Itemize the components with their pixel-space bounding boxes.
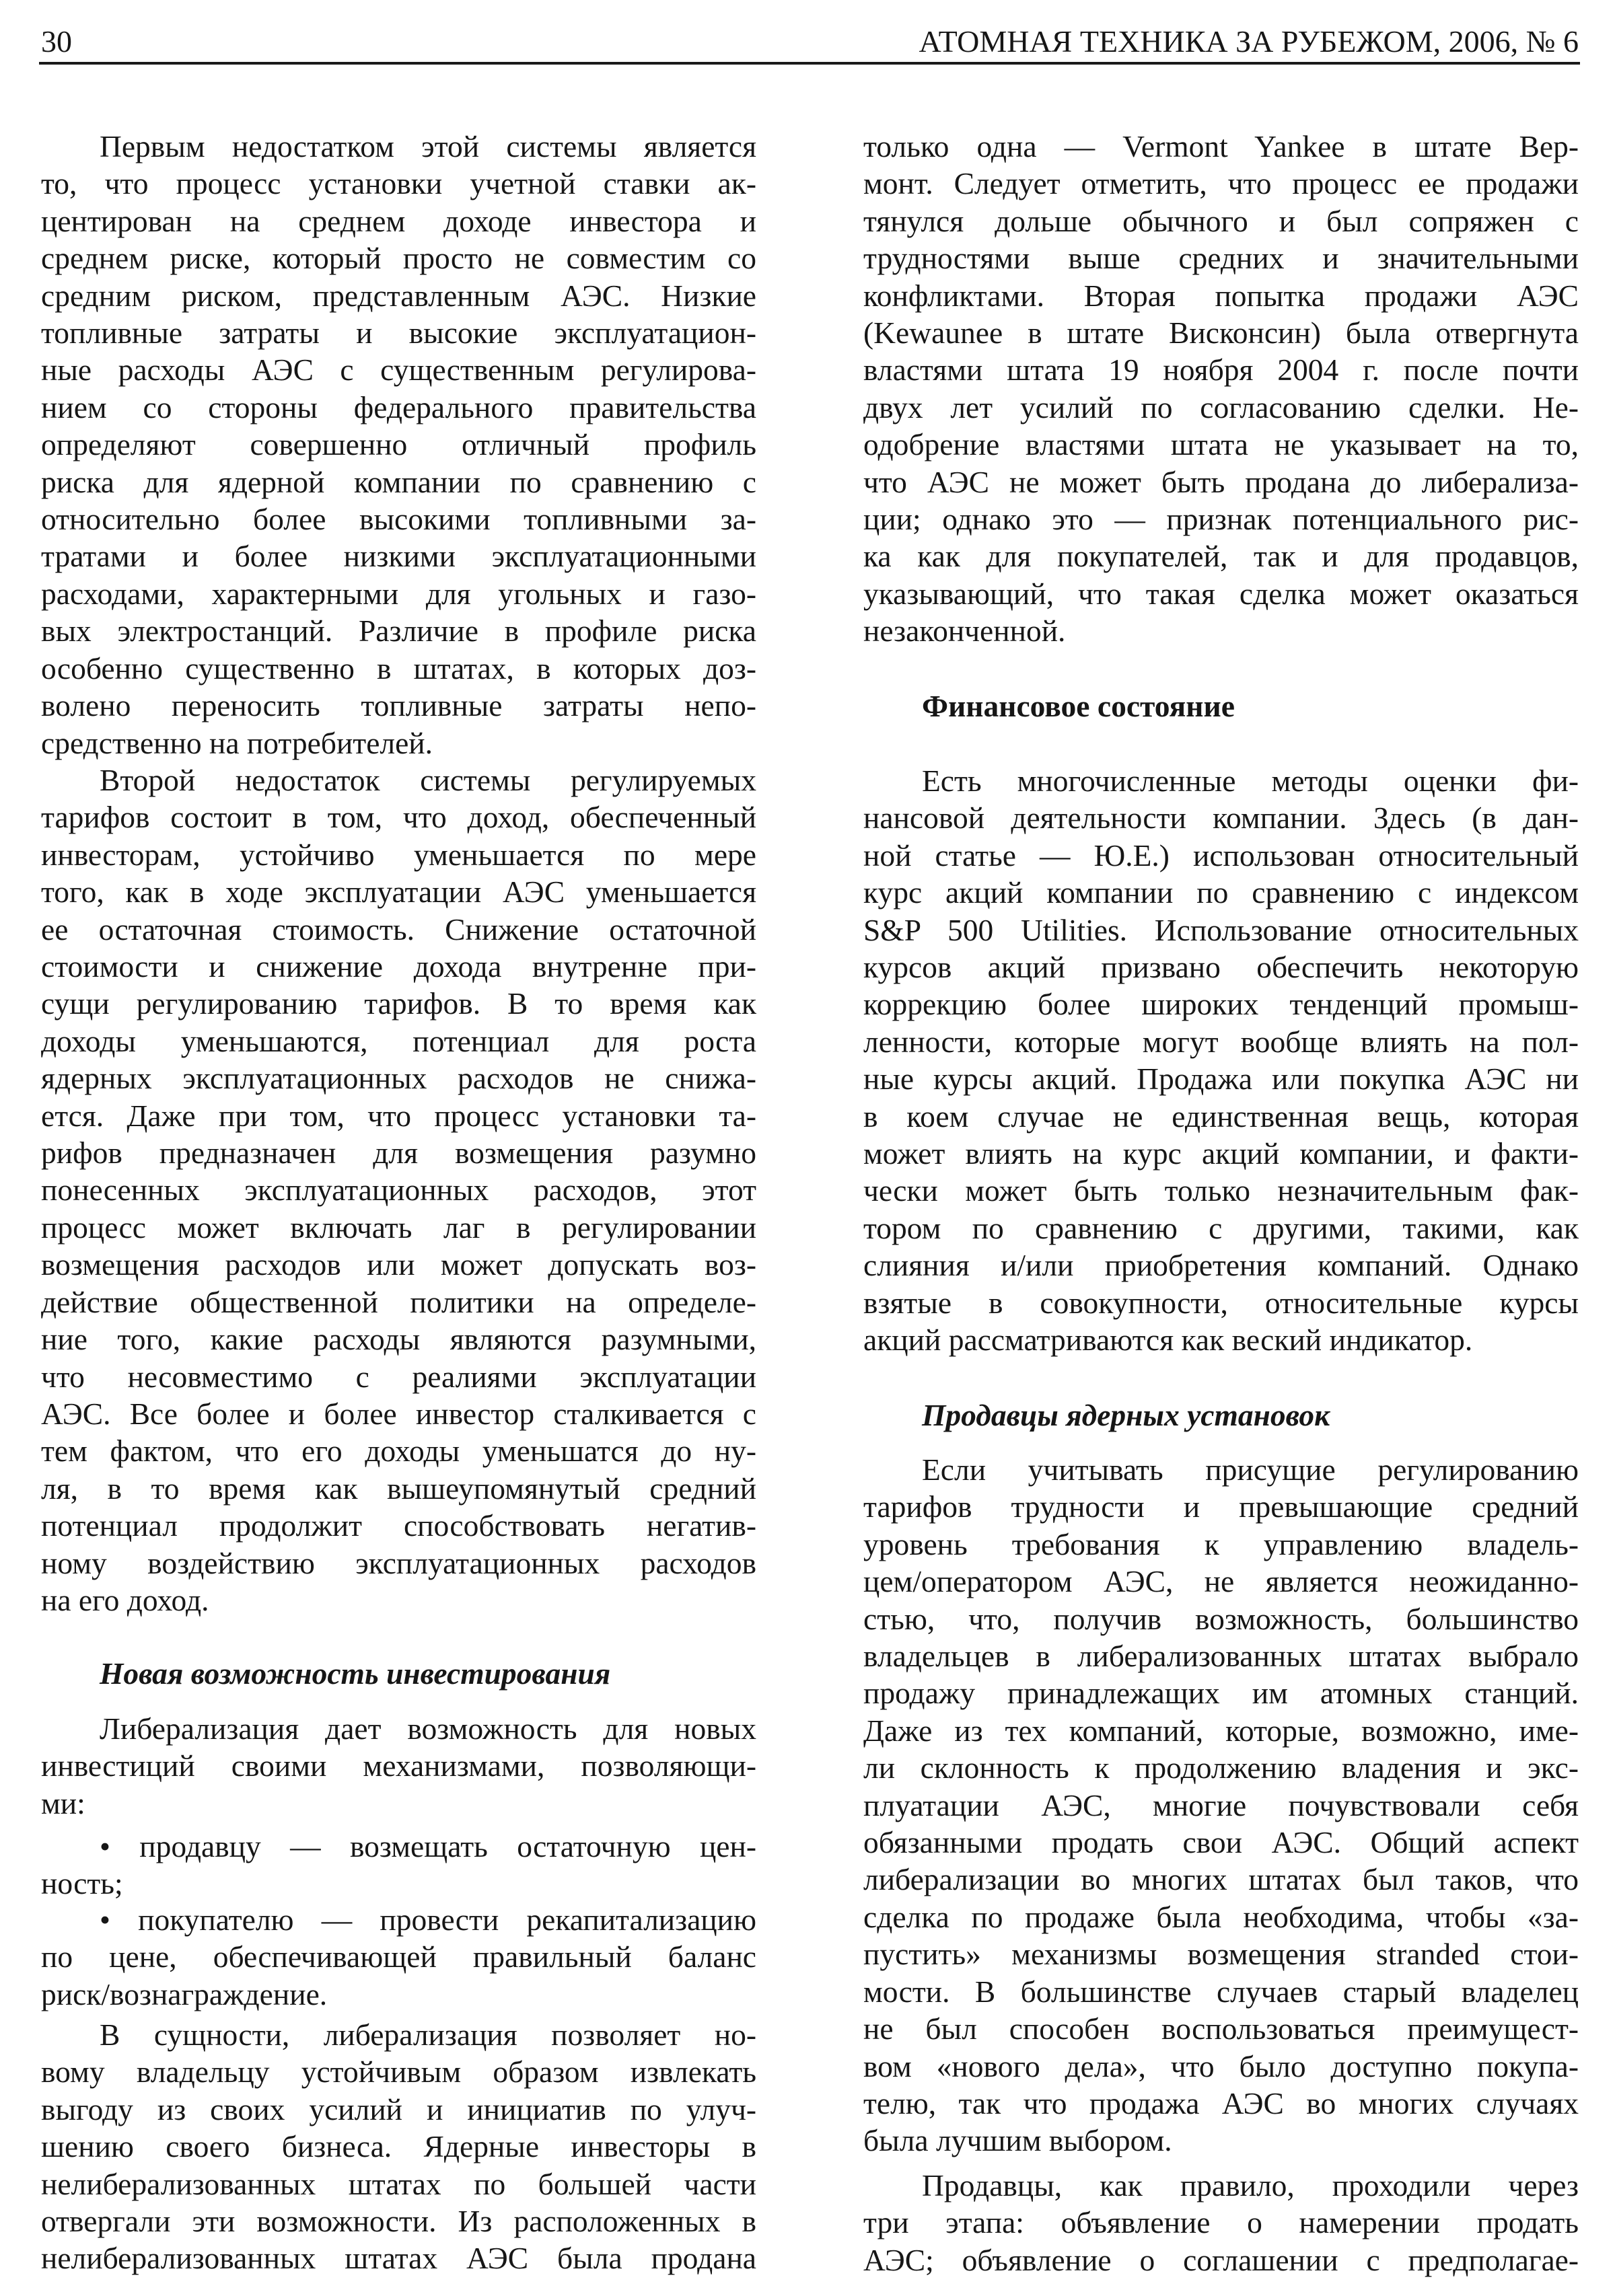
text-line: риск/вознаграждение. [41, 1976, 328, 2011]
text-line: что несовместимо с реалиями эксплуатации [41, 1359, 756, 1394]
text-line: Есть многочисленные методы оценки фи- [922, 764, 1579, 798]
text-line: тем фактом, что его доходы уменьшатся до ну- [41, 1434, 756, 1469]
text-line: отвергали эти возможности. Из расположенных в [41, 2204, 756, 2239]
text-line: цем/оператором АЭС, не является неожиданно- [863, 1564, 1579, 1599]
text-line: либерализации во многих штатах был таков, что [863, 1862, 1579, 1897]
text-line: коррекцию более широких тенденций промыш- [863, 987, 1579, 1022]
text-line: властями штата 19 ноября 2004 г. после почти [863, 353, 1579, 387]
text-line: двух лет усилий по согласованию сделки. Не- [863, 390, 1579, 424]
text-line: одобрение властями штата не указывает на то, [863, 427, 1579, 462]
text-line: доходы уменьшаются, потенциал для роста [41, 1023, 756, 1058]
text-line: расходами, характерными для угольных и газо- [41, 576, 756, 611]
paragraph [41, 1901, 756, 2013]
text-line: чески может быть только незначительным фак- [863, 1173, 1579, 1208]
text-line: обязанными продать свои АЭС. Общий аспект [863, 1825, 1579, 1860]
text-line: Если учитывать присущие регулированию [922, 1452, 1579, 1487]
text-line: Либерализация дает возможность для новых [100, 1711, 756, 1746]
text-line: тором по сравнению с другими, такими, как [863, 1210, 1579, 1245]
text-line: незаконченной. [863, 614, 1066, 649]
text-line: шению своего бизнеса. Ядерные инвесторы в [41, 2129, 756, 2164]
text-line: понесенных эксплуатационных расходов, этот [41, 1173, 756, 1208]
text-line: инвесторам, устойчиво уменьшается по мере [41, 837, 756, 872]
text-line: ному воздействию эксплуатационных расходов [41, 1545, 756, 1580]
text-line: конфликтами. Вторая попытка продажи АЭС [863, 278, 1579, 313]
section-heading: Новая возможность инвестирования [100, 1656, 611, 1691]
paragraph [863, 1451, 1579, 2159]
text-line: того, как в ходе эксплуатации АЭС уменьшается [41, 875, 756, 910]
paragraph [863, 762, 1579, 1359]
text-line: монт. Следует отметить, что процесс ее продажи [863, 166, 1579, 201]
text-line: АЭС; объявление о соглашении с предполагае- [863, 2242, 1579, 2277]
text-line: рифов предназначен для возмещения разумно [41, 1136, 756, 1171]
text-line: Продавцы, как правило, проходили через [922, 2168, 1579, 2202]
text-line: В сущности, либерализация позволяет но- [100, 2017, 756, 2052]
text-line: ли склонность к продолжению владения и экс- [863, 1750, 1579, 1785]
text-line: нелиберализованных штатах по большей части [41, 2166, 756, 2201]
text-line: ее остаточная стоимость. Снижение остаточной [41, 912, 756, 947]
text-line: тарифов трудности и превышающие средний [863, 1489, 1579, 1524]
text-line: процесс может включать лаг в регулировании [41, 1210, 756, 1245]
text-line: риска для ядерной компании по сравнению с [41, 464, 756, 499]
text-line: акций рассматриваются как веский индикатор. [863, 1323, 1473, 1358]
text-line: нелиберализованных штатах АЭС была продана [41, 2241, 756, 2276]
text-line: Даже из тех компаний, которые, возможно, име- [863, 1713, 1579, 1748]
text-line: стью, что, получив возможность, большинство [863, 1601, 1579, 1636]
text-line: стоимости и снижение дохода внутренне при- [41, 949, 756, 984]
paragraph [41, 128, 756, 762]
paragraph [41, 762, 756, 1619]
text-line: нием со стороны федерального правительства [41, 390, 756, 424]
text-line: Второй недостаток системы регулируемых [100, 763, 756, 797]
section-heading: Финансовое состояние [922, 689, 1235, 723]
text-line: ми: [41, 1785, 85, 1820]
text-line: центирован на среднем доходе инвестора и [41, 203, 756, 238]
text-line: инвестиций своими механизмами, позволяющи- [41, 1748, 756, 1783]
text-line: уровень требования к управлению владель- [863, 1526, 1579, 1561]
text-line: ции; однако это — признак потенциального рис- [863, 502, 1579, 537]
text-line: телю, так что продажа АЭС во многих случаях [863, 2085, 1579, 2120]
text-line: ные курсы акций. Продажа или покупка АЭС ни [863, 1062, 1579, 1097]
text-line: продажу принадлежащих им атомных станций. [863, 1676, 1579, 1711]
text-line: волено переносить топливные затраты непо- [41, 688, 756, 723]
text-line: по цене, обеспечивающей правильный баланс [41, 1939, 756, 1974]
text-line: относительно более высокими топливными за- [41, 502, 756, 537]
text-line: три этапа: объявление о намерении продать [863, 2205, 1579, 2240]
text-line: ные расходы АЭС с существенным регулирова- [41, 353, 756, 387]
text-line: была лучшим выбором. [863, 2123, 1172, 2158]
text-line: что АЭС не может быть продана до либерализа- [863, 464, 1579, 499]
paragraph [41, 1828, 756, 1902]
text-line: на его доход. [41, 1582, 209, 1617]
text-line: средственно на потребителей. [41, 725, 433, 760]
text-line: то, что процесс установки учетной ставки ак- [41, 166, 756, 201]
text-line: взятые в совокупности, относительные курсы [863, 1285, 1579, 1320]
paragraph [41, 2016, 756, 2277]
text-line: среднем риске, который просто не совместим со [41, 241, 756, 276]
text-line: не был способен воспользоваться преимущест- [863, 2011, 1579, 2046]
text-line: курсов акций призвано обеспечить некоторую [863, 950, 1579, 985]
paragraph [41, 1710, 756, 1822]
text-line: топливные затраты и высокие эксплуатацион- [41, 316, 756, 350]
text-line: вому владельцу устойчивым образом извлекать [41, 2054, 756, 2089]
text-line: ность; [41, 1866, 123, 1901]
text-line: ядерных эксплуатационных расходов не снижа- [41, 1061, 756, 1096]
text-line: особенно существенно в штатах, в которых доз- [41, 651, 756, 686]
text-line: владельцев в либерализованных штатах выбрало [863, 1639, 1579, 1674]
page-number: 30 [41, 24, 72, 59]
text-line: S&P 500 Utilities. Использование относительных [863, 912, 1579, 947]
text-line: тарифов состоит в том, что доход, обеспеченный [41, 800, 756, 835]
text-line: пустить» механизмы возмещения stranded стои- [863, 1937, 1579, 1972]
text-line: выгоду из своих усилий и инициатив по улуч- [41, 2091, 756, 2126]
text-line: Первым недостатком этой системы является [100, 129, 756, 163]
text-line: указывающий, что такая сделка может оказаться [863, 576, 1579, 611]
section-heading: Продавцы ядерных установок [922, 1398, 1330, 1432]
text-line: нансовой деятельности компании. Здесь (в дан- [863, 801, 1579, 836]
text-line: ной статье — Ю.Е.) использован относительный [863, 838, 1579, 873]
paragraph [863, 2167, 1579, 2279]
text-line: ленности, которые могут вообще влиять на пол- [863, 1024, 1579, 1059]
text-line: ка как для покупателей, так и для продавцов, [863, 539, 1579, 574]
text-line: может влиять на курс акций компании, и факти- [863, 1136, 1579, 1171]
text-line: • продавцу — возмещать остаточную цен- [100, 1829, 756, 1863]
journal-header: АТОМНАЯ ТЕХНИКА ЗА РУБЕЖОМ, 2006, № 6 [919, 24, 1579, 59]
text-line: АЭС. Все более и более инвестор сталкивается с [41, 1396, 756, 1431]
paragraph [863, 128, 1579, 650]
text-line: курс акций компании по сравнению с индексом [863, 875, 1579, 910]
text-line: сущи регулированию тарифов. В то время как [41, 986, 756, 1021]
text-line: вых электростанций. Различие в профиле риска [41, 614, 756, 649]
text-line: ется. Даже при том, что процесс установки та- [41, 1098, 756, 1133]
text-line: действие общественной политики на определе- [41, 1284, 756, 1319]
text-line: мости. В большинстве случаев старый владелец [863, 1974, 1579, 2009]
text-line: определяют совершенно отличный профиль [41, 427, 756, 462]
text-line: тратами и более низкими эксплуатационными [41, 539, 756, 574]
text-line: ние того, какие расходы являются разумными, [41, 1322, 756, 1357]
text-line: потенциал продолжит способствовать негатив- [41, 1508, 756, 1543]
header-rule [39, 62, 1580, 65]
text-line: вом «нового дела», что было доступно покупа- [863, 2048, 1579, 2083]
text-line: возмещения расходов или может допускать воз- [41, 1247, 756, 1282]
text-line: в коем случае не единственная вещь, которая [863, 1099, 1579, 1134]
text-line: только одна — Vermont Yankee в штате Вер- [863, 129, 1579, 163]
text-line: • покупателю — провести рекапитализацию [100, 1902, 756, 1937]
text-line: средним риском, представленным АЭС. Низкие [41, 278, 756, 313]
text-line: ля, в то время как вышеупомянутый средний [41, 1471, 756, 1506]
text-line: плуатации АЭС, многие почувствовали себя [863, 1787, 1579, 1822]
text-line: трудностями выше средних и значительными [863, 241, 1579, 276]
text-line: сделка по продаже была необходима, чтобы «за- [863, 1899, 1579, 1934]
text-line: слияния и/или приобретения компаний. Однако [863, 1248, 1579, 1283]
text-line: тянулся дольше обычного и был сопряжен с [863, 203, 1579, 238]
text-line: (Kewaunee в штате Висконсин) была отвергнута [863, 316, 1579, 350]
